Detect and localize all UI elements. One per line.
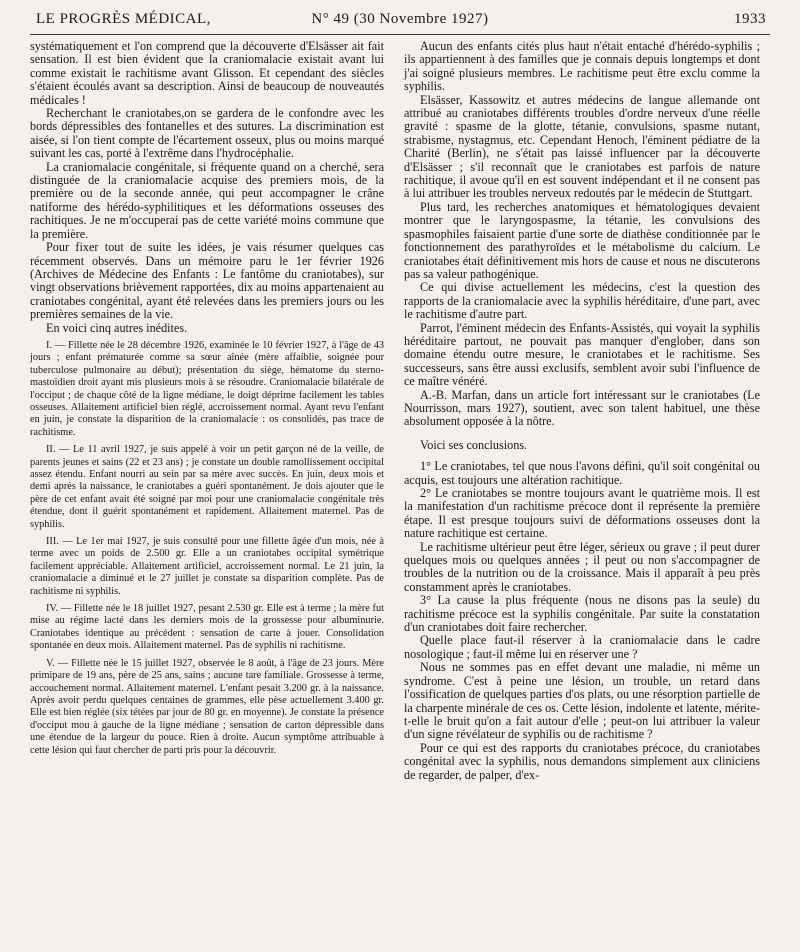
running-header [30,8,770,30]
left-column [30,40,384,757]
paragraph: Elsässer, Kassowitz et autres médecins de langue allemande ont attribué au craniotabes différents troubles d'ordre nerveux d'une réelle gravité : spasme de la glotte, tétanie, convulsions, spasme nutant, strabisme, nystagmus, etc. Cependant Henoch, l'éminent pédiatre de la Charité (Berlin), ne s'était pas laissé influencer par la découverte d'Elsässer ; s'il reconnaît que le craniotabes est parfois de nature rachitique, il avoue qu'il en est souvent indépendant et il ne consent pas à lui attribuer les troubles nerveux redoutés par le médecin de Stuttgart. [404,92,760,201]
case-report: IV. — Fillette née le 18 juillet 1927, pesant 2.530 gr. Elle est à terme ; la mère fut mise au régime lacté dans les derniers mois de la grossesse pour albuminurie. Craniotabes identique au précédent : sensation de carte à jouer. Consolidation spontanée en deux mois. Allaitement maternel. Pas de syphilis ni rachitisme. [30,603,384,652]
issue-info: N° 49 (30 Novembre 1927) [311,11,489,27]
right-column [404,40,760,782]
header-rule [30,34,770,35]
paragraph: Parrot, l'éminent médecin des Enfants-Assistés, qui voyait la syphilis héréditaire partout, ne pouvait pas manquer d'englober, dans son domaine étendu outre mesure, le craniotabes et le rachitisme. Ses successeurs, sans être aussi exclusifs, semblent avoir subi l'influence de ce maître vénéré. [404,320,760,389]
paragraph: A.-B. Marfan, dans un article fort intéressant sur le craniotabes (Le Nourrisson, mars 1927), soutient, avec son talent habituel, une thèse absolument opposée à la nôtre. [404,387,760,429]
case-report: III. — Le 1er mai 1927, je suis consulté pour une fillette âgée d'un mois, née à terme avec un poids de 2.500 gr. Elle a un craniotabes occipital symétrique facilement appréciable. Allaitement artificiel, accroissement normal. Le 21 juin, la craniomalacie a diminué et le 27 juillet je constate sa disparition complète. Pas de rachitisme ni syphilis. [30,536,384,597]
paragraph: Pour fixer tout de suite les idées, je vais résumer quelques cas récemment observés. Dans un mémoire paru le 1er février 1926 (Archives de Médecine des Enfants : Le fantôme du craniotabes), sur vingt observations brièvement rapportées, dix au moins appartenaient au craniotabes congénital, ayant été relevées dans les premiers jours ou les premières semaines de la vie. [30,240,384,322]
conclusion-item: 1° Le craniotabes, tel que nous l'avons défini, qu'il soit congénital ou acquis, est toujours une altération rachitique. [404,459,760,487]
paragraph: Plus tard, les recherches anatomiques et hématologiques devaient montrer que le laryngospasme, la tétanie, les convulsions des spasmophiles faisaient partie d'une sorte de diathèse conditionnée par le fonctionnement des parathyroïdes et le métabolisme du calcium. Le craniotabes était définitivement mis hors de cause et nous ne discuterons pas sa valeur pathogénique. [404,199,760,281]
conclusion-item: 3° La cause la plus fréquente (nous ne disons pas la seule) du rachitisme précoce est la syphilis congénitale. Par suite la constatation d'un craniotabes doit faire rechercher. [404,593,760,635]
paragraph: Ce qui divise actuellement les médecins, c'est la question des rapports de la craniomalacie avec la syphilis héréditaire, d'une part, avec le rachitisme d'autre part. [404,280,760,322]
case-report: V. — Fillette née le 15 juillet 1927, observée le 8 août, à l'âge de 23 jours. Mère primipare de 19 ans, père de 25 ans, sains ; aucune tare familiale. Grossesse à terme, accouchement normal. Allaitement maternel. L'enfant pesait 3.200 gr. à la naissance. Après avoir perdu quelques centaines de grammes, elle pèse actuellement 3.400 gr. Elle est bien réglée (six tétées par jour de 80 gr. en moyenne). Je constate la présence d'occiput mou à gauche de la ligne médiane ; sensation de carton dépressible dans une étendue de la largeur du pouce. Rien à droite. Aucun symptôme attribuable à cette lésion qui faut chercher de parti pris pour la découvrir. [30,657,384,756]
paragraph: Pour ce qui est des rapports du craniotabes précoce, du craniotabes congénital avec la syphilis, nous demandons simplement aux cliniciens de regarder, de palper, d'ex- [404,740,760,782]
paragraph: Nous ne sommes pas en effet devant une maladie, ni même un syndrome. C'est à peine une lésion, un trouble, un retard dans l'ossification de quelques parties d'os plats, ou une résorption partielle de la charpente minérale de ces os. Cette lésion, indolente et latente, mérite-t-elle le bruit qu'on a fait autour d'elle ; peut-on lui attribuer la valeur d'un signe révélateur de syphilis ou de rachitisme ? [404,660,760,742]
case-report: I. — Fillette née le 28 décembre 1926, examinée le 10 février 1927, à l'âge de 43 jours ; enfant prématurée comme sa sœur aînée (mère affaiblie, soignée pour tuberculose pulmonaire au début); présentation du siège, hématome du sterno-mastoïdien droit ayant mis plusieurs mois à se résoudre. Craniomalacie bilatérale de l'occiput ; de chaque côté de la ligne médiane, le doigt déprime facilement les tables osseuses. Allaitement artificiel bien réglé, accroissement normal. Ayant revu l'enfant en juin, je constate la disparition de la craniomalacie : os consolidés, pas trace de rachitisme. [30,339,384,438]
page-number: 1933 [734,11,766,27]
paragraph: Aucun des enfants cités plus haut n'était entaché d'hérédo-syphilis ; ils appartiennent à des familles que je connais depuis longtemps et dont j'ai soigné plusieurs membres. Le rachitisme peut être exclu comme la syphilis. [404,39,760,94]
paragraph: En voici cinq autres inédites. [46,320,188,335]
conclusions-heading: Voici ses conclusions. [420,437,528,452]
conclusion-item: Le rachitisme ultérieur peut être léger, sérieux ou grave ; il peut durer quelques mois ou quelques années ; il peut ou non s'accompagner de troubles de la nutrition ou de la croissance. Mais il apparaît à peu près constamment après le craniotabes. [404,539,760,594]
case-report: II. — Le 11 avril 1927, je suis appelé à voir un petit garçon né de la veille, de parents jeunes et sains (22 et 23 ans) ; je constate un double ramollissement occipital assez étendu. Enfant nourri au sein par sa mère avec succès. En juin, deux mois et demi après la naissance, le craniotabes a guéri spontanément. Je dois ajouter que le père de cet enfant avait été soigné par moi pour une craniomalacie congénitale très étendue, dont il guérit spontanément et rapidement. Allaitement maternel. Pas de syphilis. [30,444,384,530]
paragraph: systématiquement et l'on comprend que la découverte d'Elsässer ait fait sensation. Il est bien évident que la craniomalacie existait avant lui comme existait le rachitisme avant Glisson. Et cependant des siècles s'étaient écoulés avant sa description. Ainsi de beaucoup de nouveautés médicales ! [30,39,384,107]
paragraph: Quelle place faut-il réserver à la craniomalacie dans le cadre nosologique ; faut-il même lui en réserver une ? [404,633,760,661]
conclusion-item: 2° Le craniotabes se montre toujours avant le quatrième mois. Il est la manifestation d'un rachitisme précoce dont il représente la première étape. Il est presque toujours suivi de déformations osseuses dont la nature rachitique est certaine. [404,486,760,541]
paragraph: Recherchant le craniotabes,on se gardera de le confondre avec les bords dépressibles des fontanelles et des sutures. La discrimination est aisée, si l'on tient compte de l'écartement osseux, plus ou moins marqué suivant les cas, porté à l'extrême dans l'hydrocéphalie. [30,106,384,161]
journal-title: LE PROGRÈS MÉDICAL, [36,11,211,27]
paragraph: La craniomalacie congénitale, si fréquente quand on a cherché, sera distinguée de la craniomalacie acquise des premiers mois, de la première ou de la seconde année, qui peut accompagner le crâne natiforme des hérédo-syphilitiques et les déformations osseuses des rachitiques. Je ne m'occuperai pas de cette variété moins commune que la première. [30,159,384,241]
